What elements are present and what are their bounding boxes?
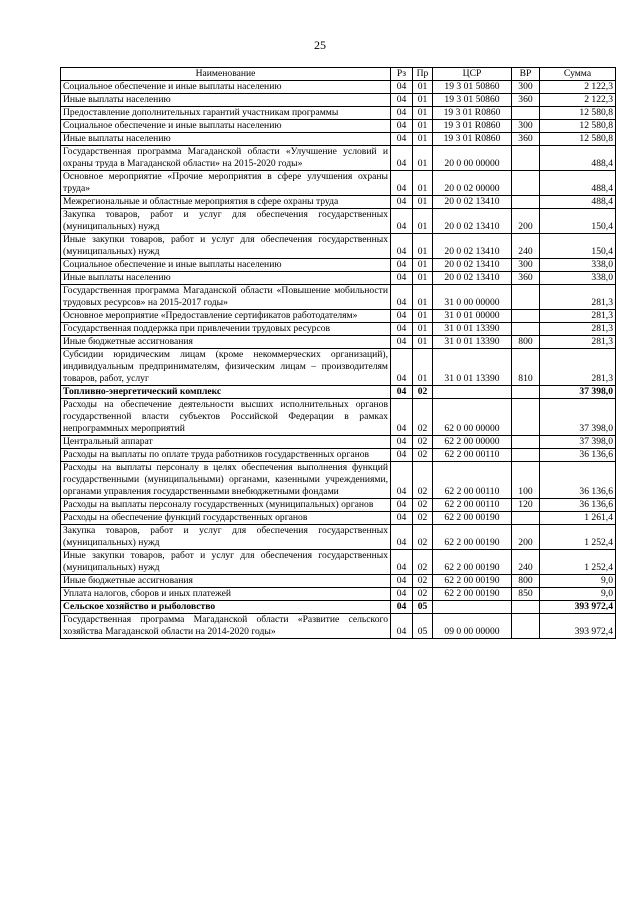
cell-pr: 01 [413, 171, 433, 196]
cell-pr: 01 [413, 336, 433, 349]
cell-csr: 31 0 00 00000 [433, 285, 512, 310]
cell-sum: 37 398,0 [540, 386, 616, 399]
cell-csr: 20 0 02 13410 [433, 209, 512, 234]
cell-csr: 19 3 01 50860 [433, 81, 512, 94]
cell-csr: 31 0 01 00000 [433, 310, 512, 323]
cell-vr [512, 436, 540, 449]
cell-csr: 31 0 01 13390 [433, 323, 512, 336]
cell-pr: 02 [413, 399, 433, 436]
header-name: Наименование [61, 68, 391, 81]
cell-sum: 281,3 [540, 323, 616, 336]
cell-sum: 9,0 [540, 588, 616, 601]
cell-sum: 37 398,0 [540, 399, 616, 436]
cell-rz: 04 [391, 310, 413, 323]
cell-pr: 02 [413, 386, 433, 399]
cell-vr [512, 399, 540, 436]
cell-csr: 20 0 02 00000 [433, 171, 512, 196]
cell-sum: 12 580,8 [540, 133, 616, 146]
cell-rz: 04 [391, 196, 413, 209]
table-row [61, 310, 616, 323]
header-pr: Пр [413, 68, 433, 81]
cell-name: Государственная программа Магаданской области «Развитие сельского хозяйства Магаданской области на 2014-2020 годы» [61, 614, 391, 639]
cell-sum: 281,3 [540, 285, 616, 310]
cell-rz: 04 [391, 323, 413, 336]
header-sum: Сумма [540, 68, 616, 81]
cell-sum: 281,3 [540, 349, 616, 386]
cell-rz: 04 [391, 462, 413, 499]
cell-pr: 02 [413, 499, 433, 512]
cell-name: Сельское хозяйство и рыболовство [61, 601, 391, 614]
cell-rz: 04 [391, 550, 413, 575]
cell-rz: 04 [391, 259, 413, 272]
table-row [61, 133, 616, 146]
cell-csr: 31 0 01 13390 [433, 336, 512, 349]
cell-csr: 62 2 00 00190 [433, 575, 512, 588]
cell-csr: 31 0 01 13390 [433, 349, 512, 386]
table-row [61, 436, 616, 449]
cell-rz: 04 [391, 336, 413, 349]
cell-vr: 850 [512, 588, 540, 601]
cell-pr: 02 [413, 449, 433, 462]
cell-csr: 62 2 00 00190 [433, 525, 512, 550]
table-row [61, 349, 616, 386]
cell-sum: 2 122,3 [540, 94, 616, 107]
table-row [61, 575, 616, 588]
cell-name: Топливно-энергетический комплекс [61, 386, 391, 399]
table-row [61, 146, 616, 171]
cell-vr: 200 [512, 525, 540, 550]
cell-csr: 62 2 00 00190 [433, 550, 512, 575]
cell-vr: 360 [512, 94, 540, 107]
cell-rz: 04 [391, 512, 413, 525]
cell-name: Иные выплаты населению [61, 94, 391, 107]
cell-rz: 04 [391, 171, 413, 196]
cell-csr: 62 2 00 00110 [433, 499, 512, 512]
cell-sum: 1 252,4 [540, 525, 616, 550]
cell-name: Иные выплаты населению [61, 272, 391, 285]
header-rz: Рз [391, 68, 413, 81]
cell-rz: 04 [391, 449, 413, 462]
cell-sum: 150,4 [540, 234, 616, 259]
cell-csr: 62 2 00 00190 [433, 512, 512, 525]
cell-sum: 1 252,4 [540, 550, 616, 575]
cell-vr: 800 [512, 336, 540, 349]
cell-vr [512, 196, 540, 209]
cell-vr [512, 512, 540, 525]
cell-sum: 12 580,8 [540, 107, 616, 120]
table-row [61, 336, 616, 349]
table-row [61, 399, 616, 436]
cell-sum: 488,4 [540, 146, 616, 171]
cell-name: Социальное обеспечение и иные выплаты населению [61, 259, 391, 272]
cell-rz: 04 [391, 120, 413, 133]
cell-sum: 36 136,6 [540, 499, 616, 512]
cell-sum: 338,0 [540, 272, 616, 285]
cell-sum: 393 972,4 [540, 601, 616, 614]
cell-vr: 300 [512, 259, 540, 272]
cell-name: Закупка товаров, работ и услуг для обеспечения государственных (муниципальных) нужд [61, 209, 391, 234]
cell-name: Иные закупки товаров, работ и услуг для обеспечения государственных (муниципальных) нужд [61, 550, 391, 575]
cell-rz: 04 [391, 575, 413, 588]
table-header [61, 68, 616, 81]
cell-vr: 300 [512, 120, 540, 133]
cell-rz: 04 [391, 209, 413, 234]
cell-pr: 01 [413, 285, 433, 310]
cell-sum: 393 972,4 [540, 614, 616, 639]
cell-name: Центральный аппарат [61, 436, 391, 449]
page-number: 25 [314, 38, 326, 52]
cell-sum: 150,4 [540, 209, 616, 234]
cell-pr: 01 [413, 234, 433, 259]
table-row [61, 94, 616, 107]
table-row [61, 209, 616, 234]
cell-rz: 04 [391, 234, 413, 259]
table-row [61, 259, 616, 272]
cell-name: Социальное обеспечение и иные выплаты населению [61, 81, 391, 94]
cell-pr: 02 [413, 550, 433, 575]
cell-pr: 05 [413, 614, 433, 639]
cell-name: Государственная программа Магаданской области «Повышение мобильности трудовых ресурсов» на 2015-2017 годы» [61, 285, 391, 310]
cell-name: Расходы на выплаты персоналу в целях обеспечения выполнения функций государственными (муниципальными) органами, казенными учреждениями, органами управления государственными внебюджетными фондами [61, 462, 391, 499]
cell-sum: 12 580,8 [540, 120, 616, 133]
cell-sum: 281,3 [540, 310, 616, 323]
cell-csr: 20 0 02 13410 [433, 259, 512, 272]
cell-name: Социальное обеспечение и иные выплаты населению [61, 120, 391, 133]
cell-sum: 36 136,6 [540, 462, 616, 499]
cell-vr [512, 386, 540, 399]
cell-pr: 01 [413, 94, 433, 107]
table-row [61, 550, 616, 575]
cell-pr: 01 [413, 133, 433, 146]
cell-rz: 04 [391, 94, 413, 107]
cell-pr: 01 [413, 81, 433, 94]
cell-name: Государственная программа Магаданской области «Улучшение условий и охраны труда в Магаданской области» на 2015-2020 годы» [61, 146, 391, 171]
cell-name: Закупка товаров, работ и услуг для обеспечения государственных (муниципальных) нужд [61, 525, 391, 550]
cell-sum: 37 398,0 [540, 436, 616, 449]
cell-csr: 19 3 01 50860 [433, 94, 512, 107]
cell-pr: 01 [413, 323, 433, 336]
table-row [61, 614, 616, 639]
cell-csr [433, 386, 512, 399]
cell-csr: 62 0 00 00000 [433, 399, 512, 436]
table-row [61, 107, 616, 120]
cell-pr: 01 [413, 272, 433, 285]
table-body [61, 81, 616, 639]
cell-csr: 62 2 00 00000 [433, 436, 512, 449]
cell-vr: 800 [512, 575, 540, 588]
cell-vr: 120 [512, 499, 540, 512]
cell-pr: 02 [413, 575, 433, 588]
cell-vr [512, 449, 540, 462]
cell-sum: 9,0 [540, 575, 616, 588]
cell-sum: 1 261,4 [540, 512, 616, 525]
cell-rz: 04 [391, 588, 413, 601]
cell-vr [512, 146, 540, 171]
cell-name: Субсидии юридическим лицам (кроме некоммерческих организаций), индивидуальным предпринимателям, физическим лицам – производителям товаров, работ, услуг [61, 349, 391, 386]
cell-vr [512, 310, 540, 323]
cell-vr [512, 601, 540, 614]
cell-vr: 360 [512, 272, 540, 285]
cell-pr: 01 [413, 146, 433, 171]
cell-rz: 04 [391, 399, 413, 436]
cell-csr: 20 0 02 13410 [433, 234, 512, 259]
cell-vr: 100 [512, 462, 540, 499]
cell-sum: 488,4 [540, 171, 616, 196]
cell-vr [512, 107, 540, 120]
cell-sum: 338,0 [540, 259, 616, 272]
cell-name: Иные закупки товаров, работ и услуг для обеспечения государственных (муниципальных) нужд [61, 234, 391, 259]
cell-csr: 09 0 00 00000 [433, 614, 512, 639]
cell-name: Расходы на выплаты по оплате труда работников государственных органов [61, 449, 391, 462]
cell-rz: 04 [391, 146, 413, 171]
cell-rz: 04 [391, 272, 413, 285]
table-row [61, 588, 616, 601]
cell-name: Расходы на выплаты персоналу государственных (муниципальных) органов [61, 499, 391, 512]
cell-name: Межрегиональные и областные мероприятия в сфере охраны труда [61, 196, 391, 209]
cell-rz: 04 [391, 81, 413, 94]
cell-rz: 04 [391, 499, 413, 512]
cell-pr: 01 [413, 209, 433, 234]
cell-csr: 20 0 02 13410 [433, 196, 512, 209]
cell-name: Иные бюджетные ассигнования [61, 336, 391, 349]
cell-name: Расходы на обеспечение функций государственных органов [61, 512, 391, 525]
table-row [61, 525, 616, 550]
cell-vr [512, 285, 540, 310]
cell-rz: 04 [391, 436, 413, 449]
table-row [61, 323, 616, 336]
cell-pr: 01 [413, 120, 433, 133]
cell-rz: 04 [391, 525, 413, 550]
cell-csr: 19 3 01 R0860 [433, 107, 512, 120]
cell-pr: 02 [413, 525, 433, 550]
cell-sum: 488,4 [540, 196, 616, 209]
cell-name: Основное мероприятие «Прочие мероприятия в сфере улучшения охраны труда» [61, 171, 391, 196]
cell-name: Иные бюджетные ассигнования [61, 575, 391, 588]
cell-pr: 02 [413, 436, 433, 449]
cell-csr: 20 0 00 00000 [433, 146, 512, 171]
cell-name: Иные выплаты населению [61, 133, 391, 146]
cell-csr: 19 3 01 R0860 [433, 133, 512, 146]
cell-pr: 01 [413, 349, 433, 386]
cell-rz: 04 [391, 133, 413, 146]
cell-pr: 02 [413, 462, 433, 499]
cell-name: Расходы на обеспечение деятельности высших исполнительных органов государственной власти субъектов Российской Федерации в рамках непрограммных мероприятий [61, 399, 391, 436]
cell-pr: 01 [413, 107, 433, 120]
cell-pr: 01 [413, 310, 433, 323]
cell-csr [433, 601, 512, 614]
header-vr: ВР [512, 68, 540, 81]
table-row [61, 81, 616, 94]
cell-name: Государственная поддержка при привлечении трудовых ресурсов [61, 323, 391, 336]
cell-csr: 19 3 01 R0860 [433, 120, 512, 133]
table-row [61, 196, 616, 209]
cell-vr: 240 [512, 234, 540, 259]
table-row [61, 499, 616, 512]
cell-name: Предоставление дополнительных гарантий участникам программы [61, 107, 391, 120]
cell-vr: 240 [512, 550, 540, 575]
cell-csr: 62 2 00 00110 [433, 449, 512, 462]
cell-pr: 05 [413, 601, 433, 614]
cell-vr [512, 614, 540, 639]
table-row [61, 512, 616, 525]
cell-csr: 62 2 00 00190 [433, 588, 512, 601]
table-row [61, 462, 616, 499]
cell-vr: 810 [512, 349, 540, 386]
table-row [61, 601, 616, 614]
table-row [61, 171, 616, 196]
cell-csr: 20 0 02 13410 [433, 272, 512, 285]
cell-csr: 62 2 00 00110 [433, 462, 512, 499]
table-row [61, 272, 616, 285]
cell-sum: 281,3 [540, 336, 616, 349]
cell-sum: 36 136,6 [540, 449, 616, 462]
cell-vr: 300 [512, 81, 540, 94]
table-row [61, 120, 616, 133]
cell-pr: 02 [413, 512, 433, 525]
cell-vr: 200 [512, 209, 540, 234]
cell-pr: 01 [413, 196, 433, 209]
cell-name: Основное мероприятие «Предоставление сертификатов работодателям» [61, 310, 391, 323]
cell-rz: 04 [391, 614, 413, 639]
header-csr: ЦСР [433, 68, 512, 81]
table-row [61, 386, 616, 399]
cell-pr: 02 [413, 588, 433, 601]
cell-vr [512, 323, 540, 336]
cell-vr [512, 171, 540, 196]
table-row [61, 234, 616, 259]
table-row [61, 449, 616, 462]
cell-rz: 04 [391, 285, 413, 310]
cell-rz: 04 [391, 107, 413, 120]
table-row [61, 285, 616, 310]
budget-table [60, 67, 616, 639]
cell-pr: 01 [413, 259, 433, 272]
cell-vr: 360 [512, 133, 540, 146]
cell-sum: 2 122,3 [540, 81, 616, 94]
cell-rz: 04 [391, 349, 413, 386]
header-row [61, 68, 616, 81]
cell-rz: 04 [391, 386, 413, 399]
cell-rz: 04 [391, 601, 413, 614]
cell-name: Уплата налогов, сборов и иных платежей [61, 588, 391, 601]
